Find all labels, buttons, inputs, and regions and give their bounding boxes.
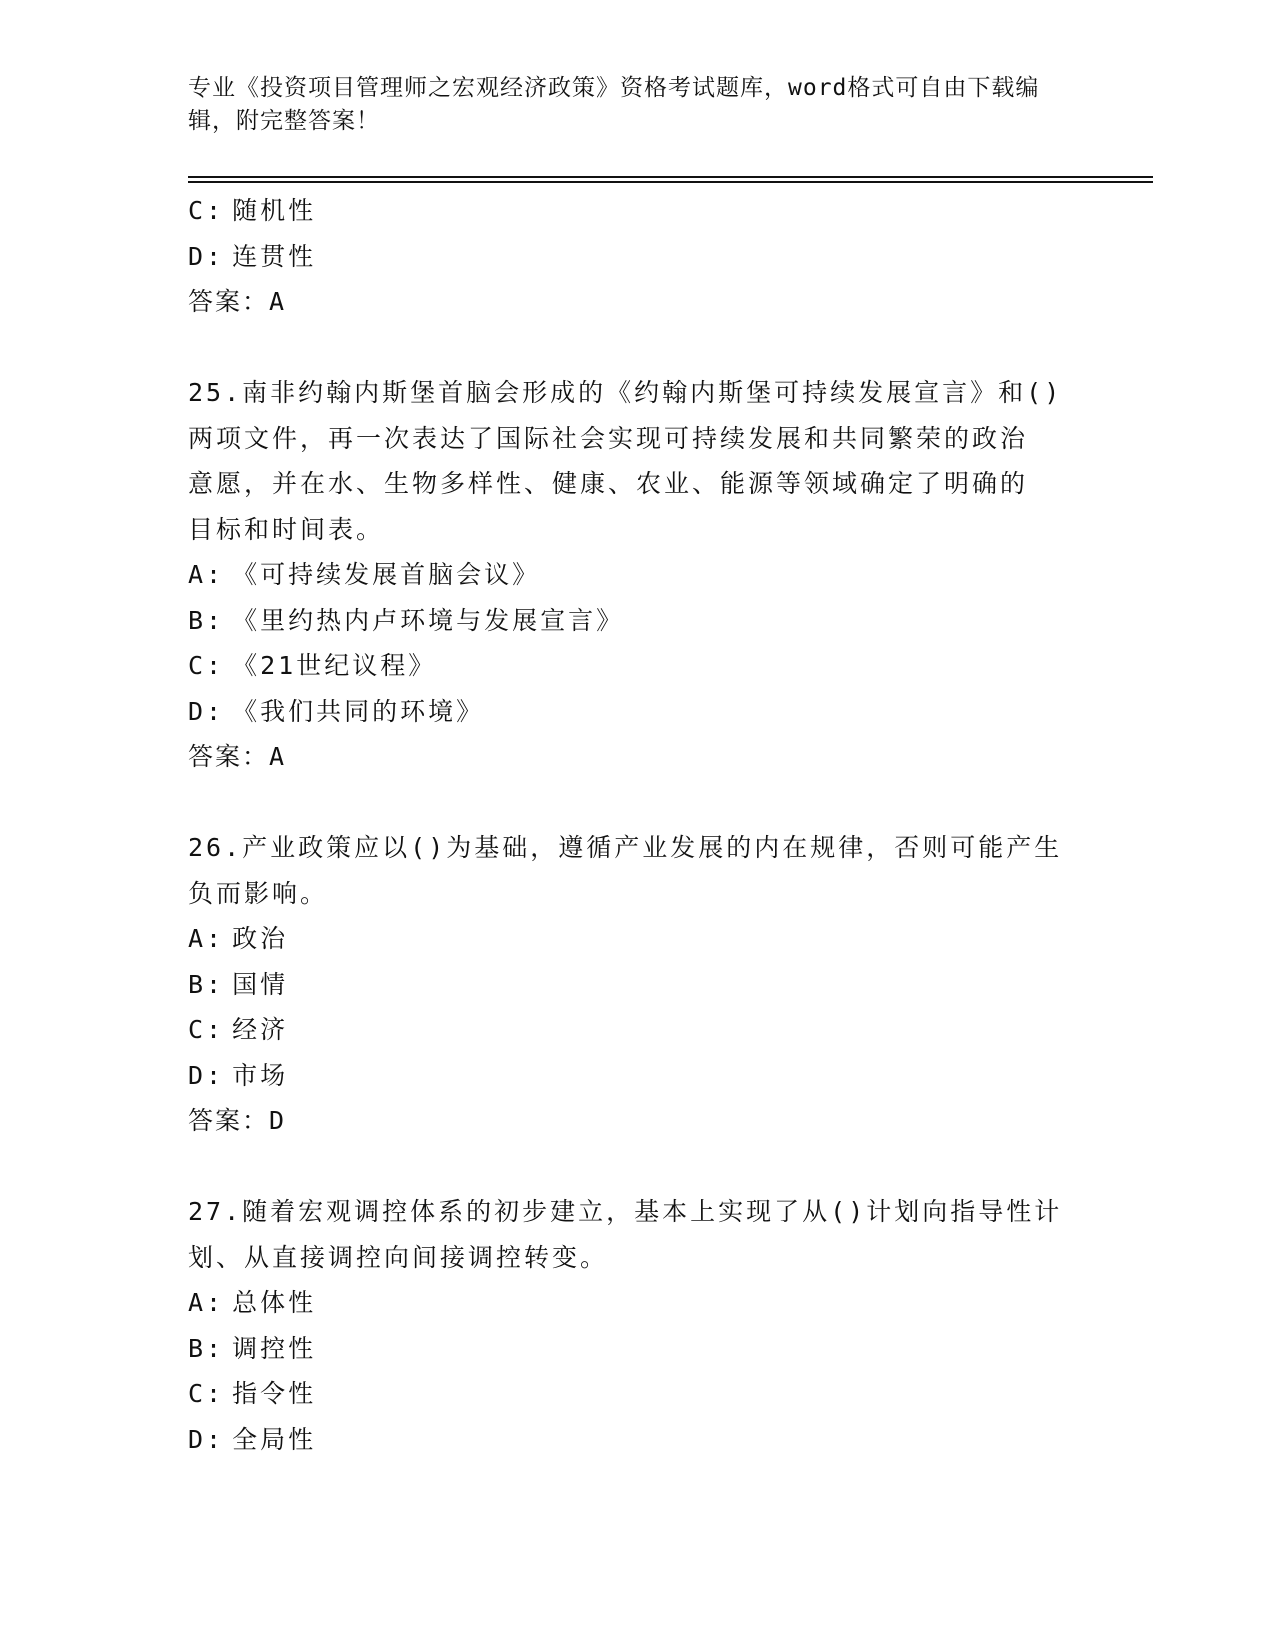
question-text-line: 目标和时间表。	[188, 514, 385, 544]
spacer	[188, 1144, 1088, 1190]
option-d: D: 《我们共同的环境》	[188, 696, 485, 726]
spacer	[188, 780, 1088, 826]
option-d: D: 连贯性	[188, 241, 317, 271]
answer-line: 答案：D	[188, 1106, 287, 1135]
header-line-2: 辑，附完整答案！	[188, 108, 380, 134]
question-text-line: 意愿，并在水、生物多样性、健康、农业、能源等领域确定了明确的	[188, 469, 1029, 498]
option-c: C: 指令性	[188, 1379, 317, 1408]
option-b: B: 调控性	[188, 1333, 317, 1363]
option-c: C: 经济	[188, 1015, 289, 1044]
option-c: C: 《21世纪议程》	[188, 651, 437, 680]
option-a: A: 政治	[188, 924, 289, 953]
question-text-line: 26.产业政策应以()为基础，遵循产业发展的内在规律，否则可能产生	[188, 833, 1063, 862]
question-text-line: 27.随着宏观调控体系的初步建立，基本上实现了从()计划向指导性计	[188, 1197, 1063, 1226]
answer-line: 答案：A	[188, 287, 287, 316]
answer-line: 答案：A	[188, 742, 287, 771]
option-d: D: 全局性	[188, 1424, 317, 1454]
prev-question-tail	[188, 188, 1088, 325]
header-divider-top	[188, 176, 1153, 178]
question-26	[188, 825, 1088, 1144]
question-text-line: 25.南非约翰内斯堡首脑会形成的《约翰内斯堡可持续发展宣言》和()	[188, 378, 1063, 407]
option-a: A: 《可持续发展首脑会议》	[188, 560, 541, 589]
option-b: B: 国情	[188, 969, 289, 999]
document-header	[188, 72, 1088, 138]
option-a: A: 总体性	[188, 1288, 317, 1317]
question-text-line: 负而影响。	[188, 878, 329, 908]
question-25	[188, 370, 1088, 780]
option-b: B: 《里约热内卢环境与发展宣言》	[188, 605, 625, 635]
question-text-line: 两项文件，再一次表达了国际社会实现可持续发展和共同繁荣的政治	[188, 423, 1029, 453]
question-27	[188, 1189, 1088, 1462]
spacer	[188, 325, 1088, 371]
header-divider-bottom	[188, 181, 1153, 183]
question-list	[188, 188, 1088, 1462]
header-line-1: 专业《投资项目管理师之宏观经济政策》资格考试题库，word格式可自由下载编	[188, 75, 1040, 101]
option-c: C: 随机性	[188, 196, 317, 225]
option-d: D: 市场	[188, 1060, 289, 1090]
question-text-line: 划、从直接调控向间接调控转变。	[188, 1242, 609, 1272]
